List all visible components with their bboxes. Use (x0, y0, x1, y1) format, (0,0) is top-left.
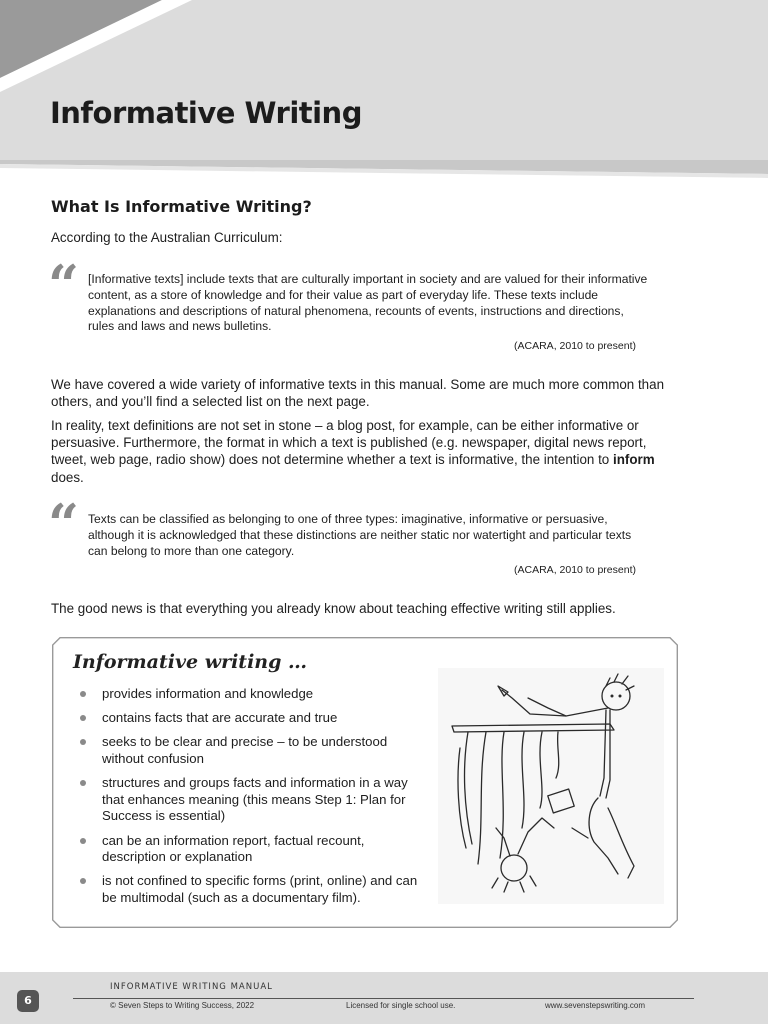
footer-license: Licensed for single school use. (346, 1001, 456, 1010)
footer-website-link[interactable]: www.sevenstepswriting.com (545, 1001, 646, 1010)
quote-1-citation: (ACARA, 2010 to present) (514, 340, 636, 352)
cliff-figures-illustration (438, 668, 664, 904)
quote-2-citation: (ACARA, 2010 to present) (514, 564, 636, 576)
list-item-text: structures and groups facts and information in a way that enhances meaning (this means Step 1: Plan for Success is essential) (102, 775, 408, 824)
bullet-icon (80, 878, 86, 884)
bullet-icon (80, 780, 86, 786)
bullet-icon (80, 838, 86, 844)
list-item-text: seeks to be clear and precise – to be understood without confusion (102, 734, 388, 766)
footer-manual-title: INFORMATIVE WRITING MANUAL (110, 982, 273, 992)
list-item (78, 734, 418, 767)
paragraph-3: The good news is that everything you already know about teaching effective writing still applies. (51, 601, 616, 616)
quote-2-text: Texts can be classified as belonging to one of three types: imaginative, informative or persuasive, although it is acknowledged that these distinctions are neither static nor watertight and particular texts can belong to more than one category. (88, 512, 632, 558)
list-item-text: contains facts that are accurate and true (102, 710, 338, 726)
panel-bullet-list (78, 686, 418, 914)
list-item (78, 775, 418, 825)
footer-copyright: © Seven Steps to Writing Success, 2022 (110, 1001, 255, 1010)
section-heading: What Is Informative Writing? (51, 197, 312, 216)
quote-mark-icon: “ (48, 492, 74, 556)
page-number-badge: 6 (17, 990, 39, 1012)
bullet-icon (80, 739, 86, 745)
list-item (78, 710, 418, 727)
paragraph-2-text: In reality, text definitions are not set in stone – a blog post, for example, can be either informative or persuasive. Furthermore, the format in which a text is published (e.g. newspaper, digital news report, tweet, web page, radio show) does not determine whether a text is informative, the intention to (51, 418, 647, 468)
paragraph-2-bold: inform (612, 452, 655, 468)
bullet-icon (80, 715, 86, 721)
paragraph-2 (51, 417, 666, 486)
page-title: Informative Writing (50, 96, 362, 130)
list-item-text: provides information and knowledge (102, 686, 314, 701)
list-item (78, 873, 418, 906)
corner-decoration (0, 0, 200, 100)
list-item-text: is not confined to specific forms (print, online) and can be multimodal (such as a documentary film). (102, 873, 418, 905)
footer-divider (73, 998, 694, 999)
list-item (78, 833, 418, 866)
list-item-text: can be an information report, factual recount, description or explanation (102, 832, 365, 865)
list-item (78, 686, 418, 703)
bullet-icon (80, 691, 86, 697)
panel-title: Informative writing … (73, 651, 308, 673)
header-band-edge (0, 160, 768, 182)
quote-1-text: [Informative texts] include texts that are culturally important in society and are valued for their informative content, as a store of knowledge and for their value as part of everyday life. These texts include explanations and descriptions of natural phenomena, recounts of events, instructions and directions, rules and laws and news bulletins. (88, 272, 648, 334)
paragraph-1: We have covered a wide variety of informative texts in this manual. Some are much more common than others, and you’ll find a selected list on the next page. (51, 377, 665, 410)
paragraph-2-end: does. (51, 469, 84, 485)
quote-mark-icon: “ (48, 253, 74, 317)
intro-text: According to the Australian Curriculum: (51, 230, 283, 245)
